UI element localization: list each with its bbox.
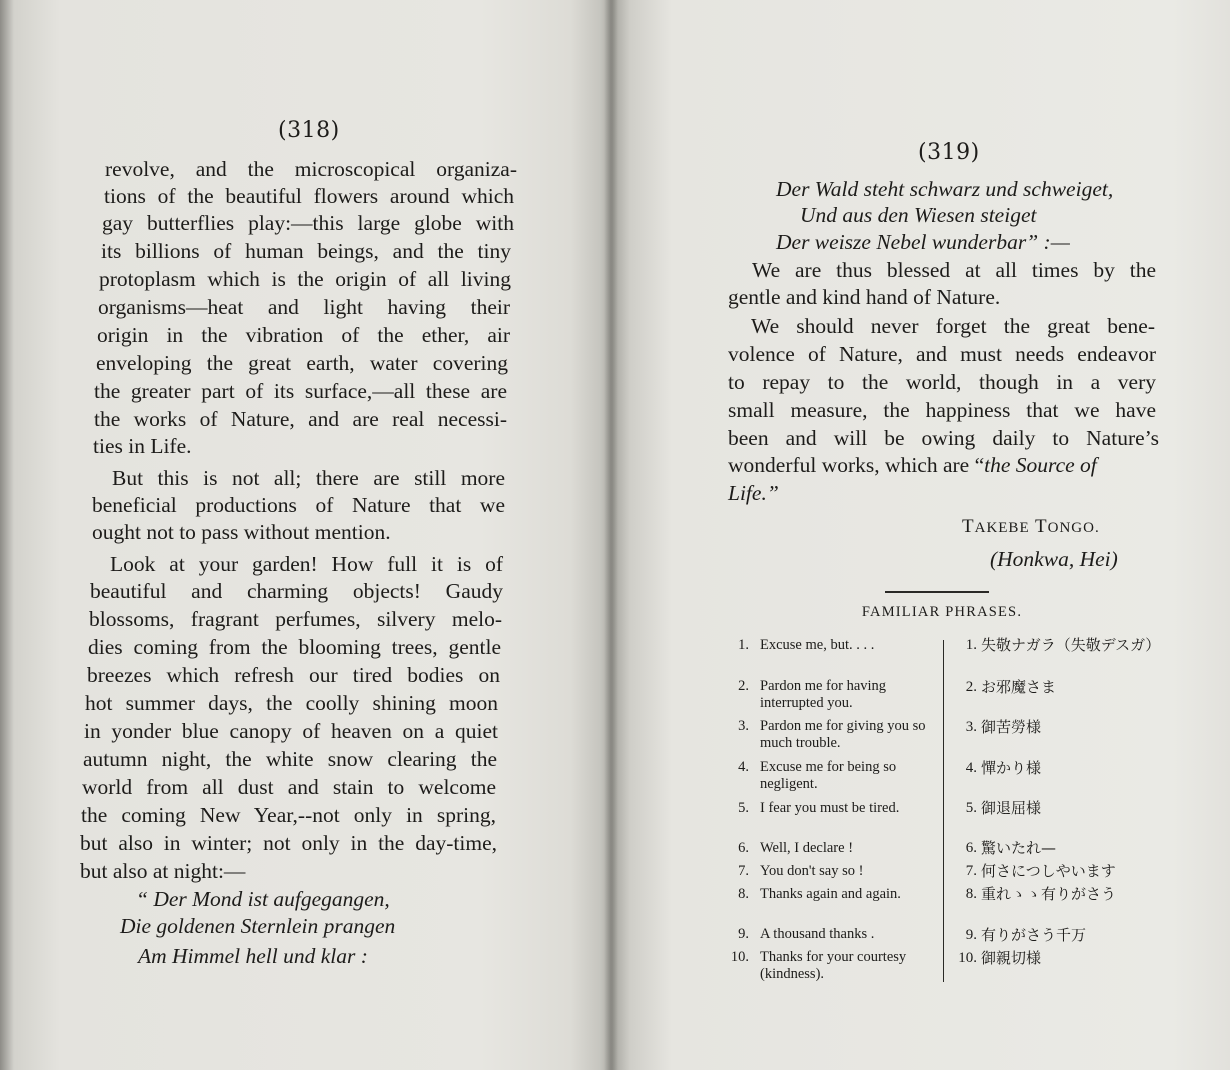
phrase-en-1 [725,637,935,657]
phrase-en-num: 4. [738,759,749,775]
phrase-en-num: 1. [738,637,749,653]
left-line-15: Look at your garden! How full it is of [110,552,503,576]
phrase-jp-7 [955,863,1165,883]
left-line-6: organisms—heat and light having their [98,295,510,319]
phrase-en-text: Excuse me, but. . . . [760,637,875,653]
phrase-en-2 [725,678,935,714]
phrase-en-5 [725,800,935,836]
left-line-20: hot summer days, the coolly shining moon [85,691,498,715]
phrase-en-text: Well, I declare ! [760,840,854,856]
book-gutter [604,0,618,1070]
phrase-en-text: Thanks again and again. [760,886,901,902]
phrase-en-text: You don't say so ! [760,863,864,879]
sig-first-initial: T [962,516,975,537]
phrase-en-text: Pardon me for giving you so much trouble. [760,718,926,751]
right-line-8 [728,452,1097,478]
phrase-en-4 [725,759,935,795]
phrase-en-6 [725,840,935,860]
signature-source: (Honkwa, Hei) [990,547,1118,571]
left-verse-3: Am Himmel hell und klar : [138,944,368,968]
phrase-jp-text: 重れゝゝ有りがさう [981,885,1117,903]
phrase-jp-text: 御退屈様 [981,799,1042,817]
right-line-5: to repay to the world, though in a very [728,370,1156,394]
right-line-8-text: wonderful works, which are “ [728,453,985,477]
left-line-16: beautiful and charming objects! Gaudy [90,579,503,603]
left-line-25: but also in winter; not only in the day-time, [80,831,497,855]
left-line-23: world from all dust and stain to welcome [82,775,496,799]
phrase-en-3 [725,718,935,754]
phrase-en-num: 10. [730,949,749,965]
left-line-4: its billions of human beings, and the tiny [101,239,511,263]
left-line-19: breezes which refresh our tired bodies on [87,663,500,687]
phrase-jp-num: 5. [965,800,977,816]
phrase-jp-6 [955,840,1165,860]
left-line-8: enveloping the great earth, water covering [96,351,508,375]
right-line-7: been and will be owing daily to Nature’s [728,426,1159,450]
phrase-jp-10 [955,950,1165,970]
right-line-6: small measure, the happiness that we have [728,398,1156,422]
phrase-jp-3 [955,719,1165,739]
phrase-en-num: 2. [738,678,749,694]
left-verse-2: Die goldenen Sternlein prangen [120,914,396,938]
right-verse-2: Und aus den Wiesen steiget [800,203,1037,227]
signature-author [962,514,1100,541]
phrase-en-num: 9. [738,926,749,942]
left-line-1: revolve, and the microscopical organiza- [105,157,517,181]
phrase-jp-4 [955,760,1165,780]
phrase-en-text: A thousand thanks . [760,926,875,942]
phrase-jp-text: 何さにつしやいます [981,862,1116,880]
phrase-en-10 [725,949,935,985]
phrase-jp-num: 3. [965,719,977,735]
phrases-title: FAMILIAR PHRASES. [861,604,1023,620]
page-number-right: (319) [918,140,980,165]
phrase-en-text: Thanks for your courtesy (kindness). [760,949,907,982]
phrase-jp-num: 4. [965,760,977,776]
left-line-9: the greater part of its surface,—all these are [94,379,507,403]
phrase-en-num: 8. [738,886,749,902]
right-line-2: gentle and kind hand of Nature. [728,285,1001,309]
phrase-jp-num: 10. [958,950,977,966]
left-line-24: the coming New Year,--not only in spring, [81,803,496,827]
phrase-jp-text: 有りがさう千万 [981,926,1087,944]
phrase-jp-1 [955,637,1165,673]
phrase-en-7 [725,863,935,883]
phrase-jp-num: 1. [965,637,977,653]
phrase-jp-2 [955,679,1165,699]
left-line-12: But this is not all; there are still more [112,466,505,490]
phrase-en-num: 6. [738,840,749,856]
phrase-en-num: 5. [738,800,749,816]
phrase-en-num: 3. [738,718,749,734]
left-line-21: in yonder blue canopy of heaven on a quiet [84,719,498,743]
phrase-jp-num: 6. [965,840,977,856]
sig-first-rest: AKEBE [974,520,1030,536]
section-rule [885,591,989,593]
phrase-jp-9 [955,927,1165,947]
right-verse-3: Der weisze Nebel wunderbar” :— [776,230,1070,254]
phrase-jp-num: 2. [965,679,977,695]
left-line-3: gay butterflies play:—this large globe with [102,211,514,235]
left-line-5: protoplasm which is the origin of all living [99,267,511,291]
phrase-jp-text: 失敬ナガラ（失敬デスガ） [981,636,1161,654]
right-line-9: Life.” [728,481,779,505]
phrase-jp-text: お邪魔さま [981,678,1057,696]
sig-last-rest: ONGO. [1047,520,1100,536]
phrase-en-num: 7. [738,863,749,879]
left-line-11: ties in Life. [93,434,192,458]
right-verse-1: Der Wald steht schwarz und schweiget, [776,177,1114,201]
left-line-26: but also at night:— [80,859,246,883]
left-line-2: tions of the beautiful flowers around which [104,184,514,208]
left-line-13: beneficial productions of Nature that we [92,493,505,517]
phrase-jp-5 [955,800,1165,820]
phrase-jp-8 [955,886,1165,906]
source-of-life-italic: the Source of [984,453,1097,477]
sig-last-initial: T [1035,516,1048,537]
phrase-jp-text: 御苦勞様 [981,718,1042,736]
phrase-jp-num: 9. [965,927,977,943]
phrase-en-8 [725,886,935,922]
left-line-7: origin in the vibration of the ether, air [97,323,510,347]
phrase-jp-text: 御親切様 [981,949,1042,967]
phrase-en-9 [725,926,935,946]
phrase-jp-text: 驚いたれ— [981,839,1057,857]
left-line-14: ought not to pass without mention. [92,520,391,544]
right-line-1: We are thus blessed at all times by the [752,258,1156,282]
left-line-10: the works of Nature, and are real necessi- [94,407,507,431]
left-line-18: dies coming from the blooming trees, gentle [88,635,501,659]
phrase-en-text: Excuse me for being so negligent. [760,759,897,792]
phrase-en-text: Pardon me for having interrupted you. [760,678,887,711]
right-line-4: volence of Nature, and must needs endeavor [728,342,1156,366]
left-verse-1: “ Der Mond ist aufgegangen, [136,887,390,911]
phrase-jp-num: 8. [965,886,977,902]
left-line-22: autumn night, the white snow clearing the [83,747,497,771]
phrase-jp-num: 7. [965,863,977,879]
phrase-jp-text: 憚かり様 [981,759,1042,777]
phrase-en-text: I fear you must be tired. [760,800,900,816]
phrases-column-divider [943,640,944,982]
page-number-left: (318) [278,118,340,143]
right-line-3: We should never forget the great bene- [751,314,1155,338]
left-line-17: blossoms, fragrant perfumes, silvery melo- [89,607,502,631]
